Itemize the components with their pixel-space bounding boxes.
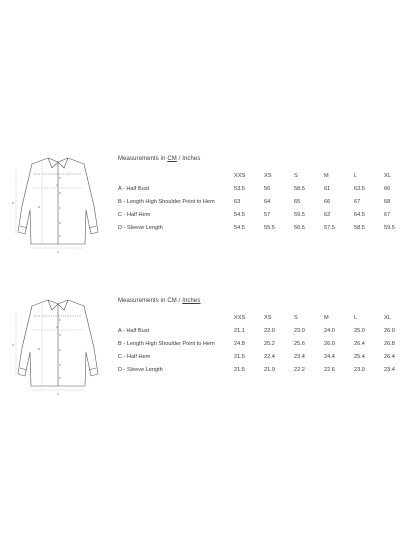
- size-header: M: [324, 173, 329, 180]
- table-cell: 56: [264, 186, 271, 193]
- unit-cm-toggle[interactable]: CM: [167, 298, 177, 304]
- size-header: L: [354, 173, 358, 180]
- table-cell: 66: [324, 198, 331, 205]
- table-cell: 23.0: [354, 366, 365, 373]
- size-header: XS: [264, 315, 272, 322]
- table-cell: 25.0: [354, 328, 365, 335]
- diagram-label-a: A: [56, 325, 59, 329]
- table-cell: 22.2: [294, 366, 305, 373]
- heading-prefix: Measurements in: [118, 298, 166, 304]
- table-cell: 63: [234, 198, 241, 205]
- table-cell: 53.5: [234, 186, 245, 193]
- size-table-cm: [118, 170, 404, 234]
- row-label: C - Half Hem: [118, 211, 151, 218]
- table-cell: 25.2: [264, 340, 275, 347]
- table-cell: 63.5: [354, 186, 365, 193]
- size-header: M: [324, 315, 329, 322]
- table-cell: 26.0: [324, 340, 335, 347]
- table-cell: 26.8: [384, 340, 395, 347]
- table-row: [118, 196, 404, 209]
- diagram-label-d: D: [12, 201, 15, 205]
- row-label: A - Half Bust: [118, 186, 150, 193]
- table-cell: 55.5: [264, 224, 275, 231]
- table-cell: 21.1: [234, 328, 245, 335]
- table-cell: 66: [384, 186, 391, 193]
- size-header: XL: [384, 173, 391, 180]
- table-cell: 23.4: [384, 366, 395, 373]
- table-cell: 22.0: [264, 328, 275, 335]
- table-row: [118, 221, 404, 234]
- size-header-row: [118, 170, 404, 183]
- table-cell: 64: [264, 198, 271, 205]
- header-spacer: [118, 170, 234, 183]
- heading-prefix: Measurements in: [118, 156, 166, 162]
- table-cell: 21.9: [264, 366, 275, 373]
- diagram-label-d: D: [12, 343, 15, 347]
- table-row: [118, 208, 404, 221]
- diagram-label-c: C: [57, 392, 60, 396]
- unit-separator: /: [178, 298, 181, 304]
- table-cell: 59.5: [294, 211, 305, 218]
- table-cell: 54.5: [234, 224, 245, 231]
- table-cell: 58.5: [354, 224, 365, 231]
- table-cell: 61: [324, 186, 331, 193]
- table-row: [118, 363, 404, 376]
- size-header: XS: [264, 173, 272, 180]
- shirt-diagram-icon: [8, 148, 108, 258]
- table-cell: 57: [264, 211, 271, 218]
- diagram-label-c: C: [57, 250, 60, 254]
- table-cell: 23.0: [294, 328, 305, 335]
- table-cell: 59.5: [384, 224, 395, 231]
- table-cell: 64.5: [354, 211, 365, 218]
- table-cell: 67: [384, 211, 391, 218]
- unit-cm-toggle[interactable]: CM: [167, 156, 177, 162]
- unit-inches-toggle[interactable]: Inches: [182, 156, 201, 162]
- size-header: XXS: [234, 173, 246, 180]
- shirt-diagram-icon: [8, 290, 108, 400]
- row-label: B - Length High Shoulder Point to Hem: [118, 340, 215, 347]
- table-cell: 22.6: [324, 366, 335, 373]
- size-header: S: [294, 315, 298, 322]
- diagram-label-a: A: [56, 183, 59, 187]
- row-label: D - Sleeve Length: [118, 224, 163, 231]
- row-label: B - Length High Shoulder Point to Hem: [118, 198, 215, 205]
- table-cell: 65: [294, 198, 301, 205]
- size-header: XL: [384, 315, 391, 322]
- row-label: D - Sleeve Length: [118, 366, 163, 373]
- table-cell: 21.5: [234, 366, 245, 373]
- measurements-heading: [118, 298, 200, 304]
- diagram-label-b: B: [38, 205, 41, 209]
- table-cell: 25.4: [354, 353, 365, 360]
- row-label: C - Half Hem: [118, 353, 151, 360]
- table-cell: 23.4: [294, 353, 305, 360]
- table-cell: 21.5: [234, 353, 245, 360]
- table-cell: 54.5: [234, 211, 245, 218]
- table-cell: 26.0: [384, 328, 395, 335]
- unit-inches-toggle[interactable]: Inches: [182, 298, 201, 304]
- size-header-row: [118, 312, 404, 325]
- measurements-heading: [118, 156, 200, 162]
- table-cell: 67: [354, 198, 361, 205]
- size-header: XXS: [234, 315, 246, 322]
- size-header: L: [354, 315, 358, 322]
- table-cell: 57.5: [324, 224, 335, 231]
- table-cell: 24.4: [324, 353, 335, 360]
- table-row: [118, 183, 404, 196]
- table-cell: 26.4: [384, 353, 395, 360]
- table-cell: 58.5: [294, 186, 305, 193]
- table-cell: 24.0: [324, 328, 335, 335]
- table-cell: 26.4: [354, 340, 365, 347]
- table-cell: 25.6: [294, 340, 305, 347]
- table-row: [118, 338, 404, 351]
- table-cell: 24.8: [234, 340, 245, 347]
- table-row: [118, 325, 404, 338]
- table-cell: 56.5: [294, 224, 305, 231]
- size-table-inches: [118, 312, 404, 376]
- table-cell: 62: [324, 211, 331, 218]
- unit-separator: /: [178, 156, 181, 162]
- row-label: A - Half Bust: [118, 328, 150, 335]
- table-cell: 68: [384, 198, 391, 205]
- table-cell: 22.4: [264, 353, 275, 360]
- size-header: S: [294, 173, 298, 180]
- table-row: [118, 350, 404, 363]
- diagram-label-b: B: [38, 347, 41, 351]
- header-spacer: [118, 312, 234, 325]
